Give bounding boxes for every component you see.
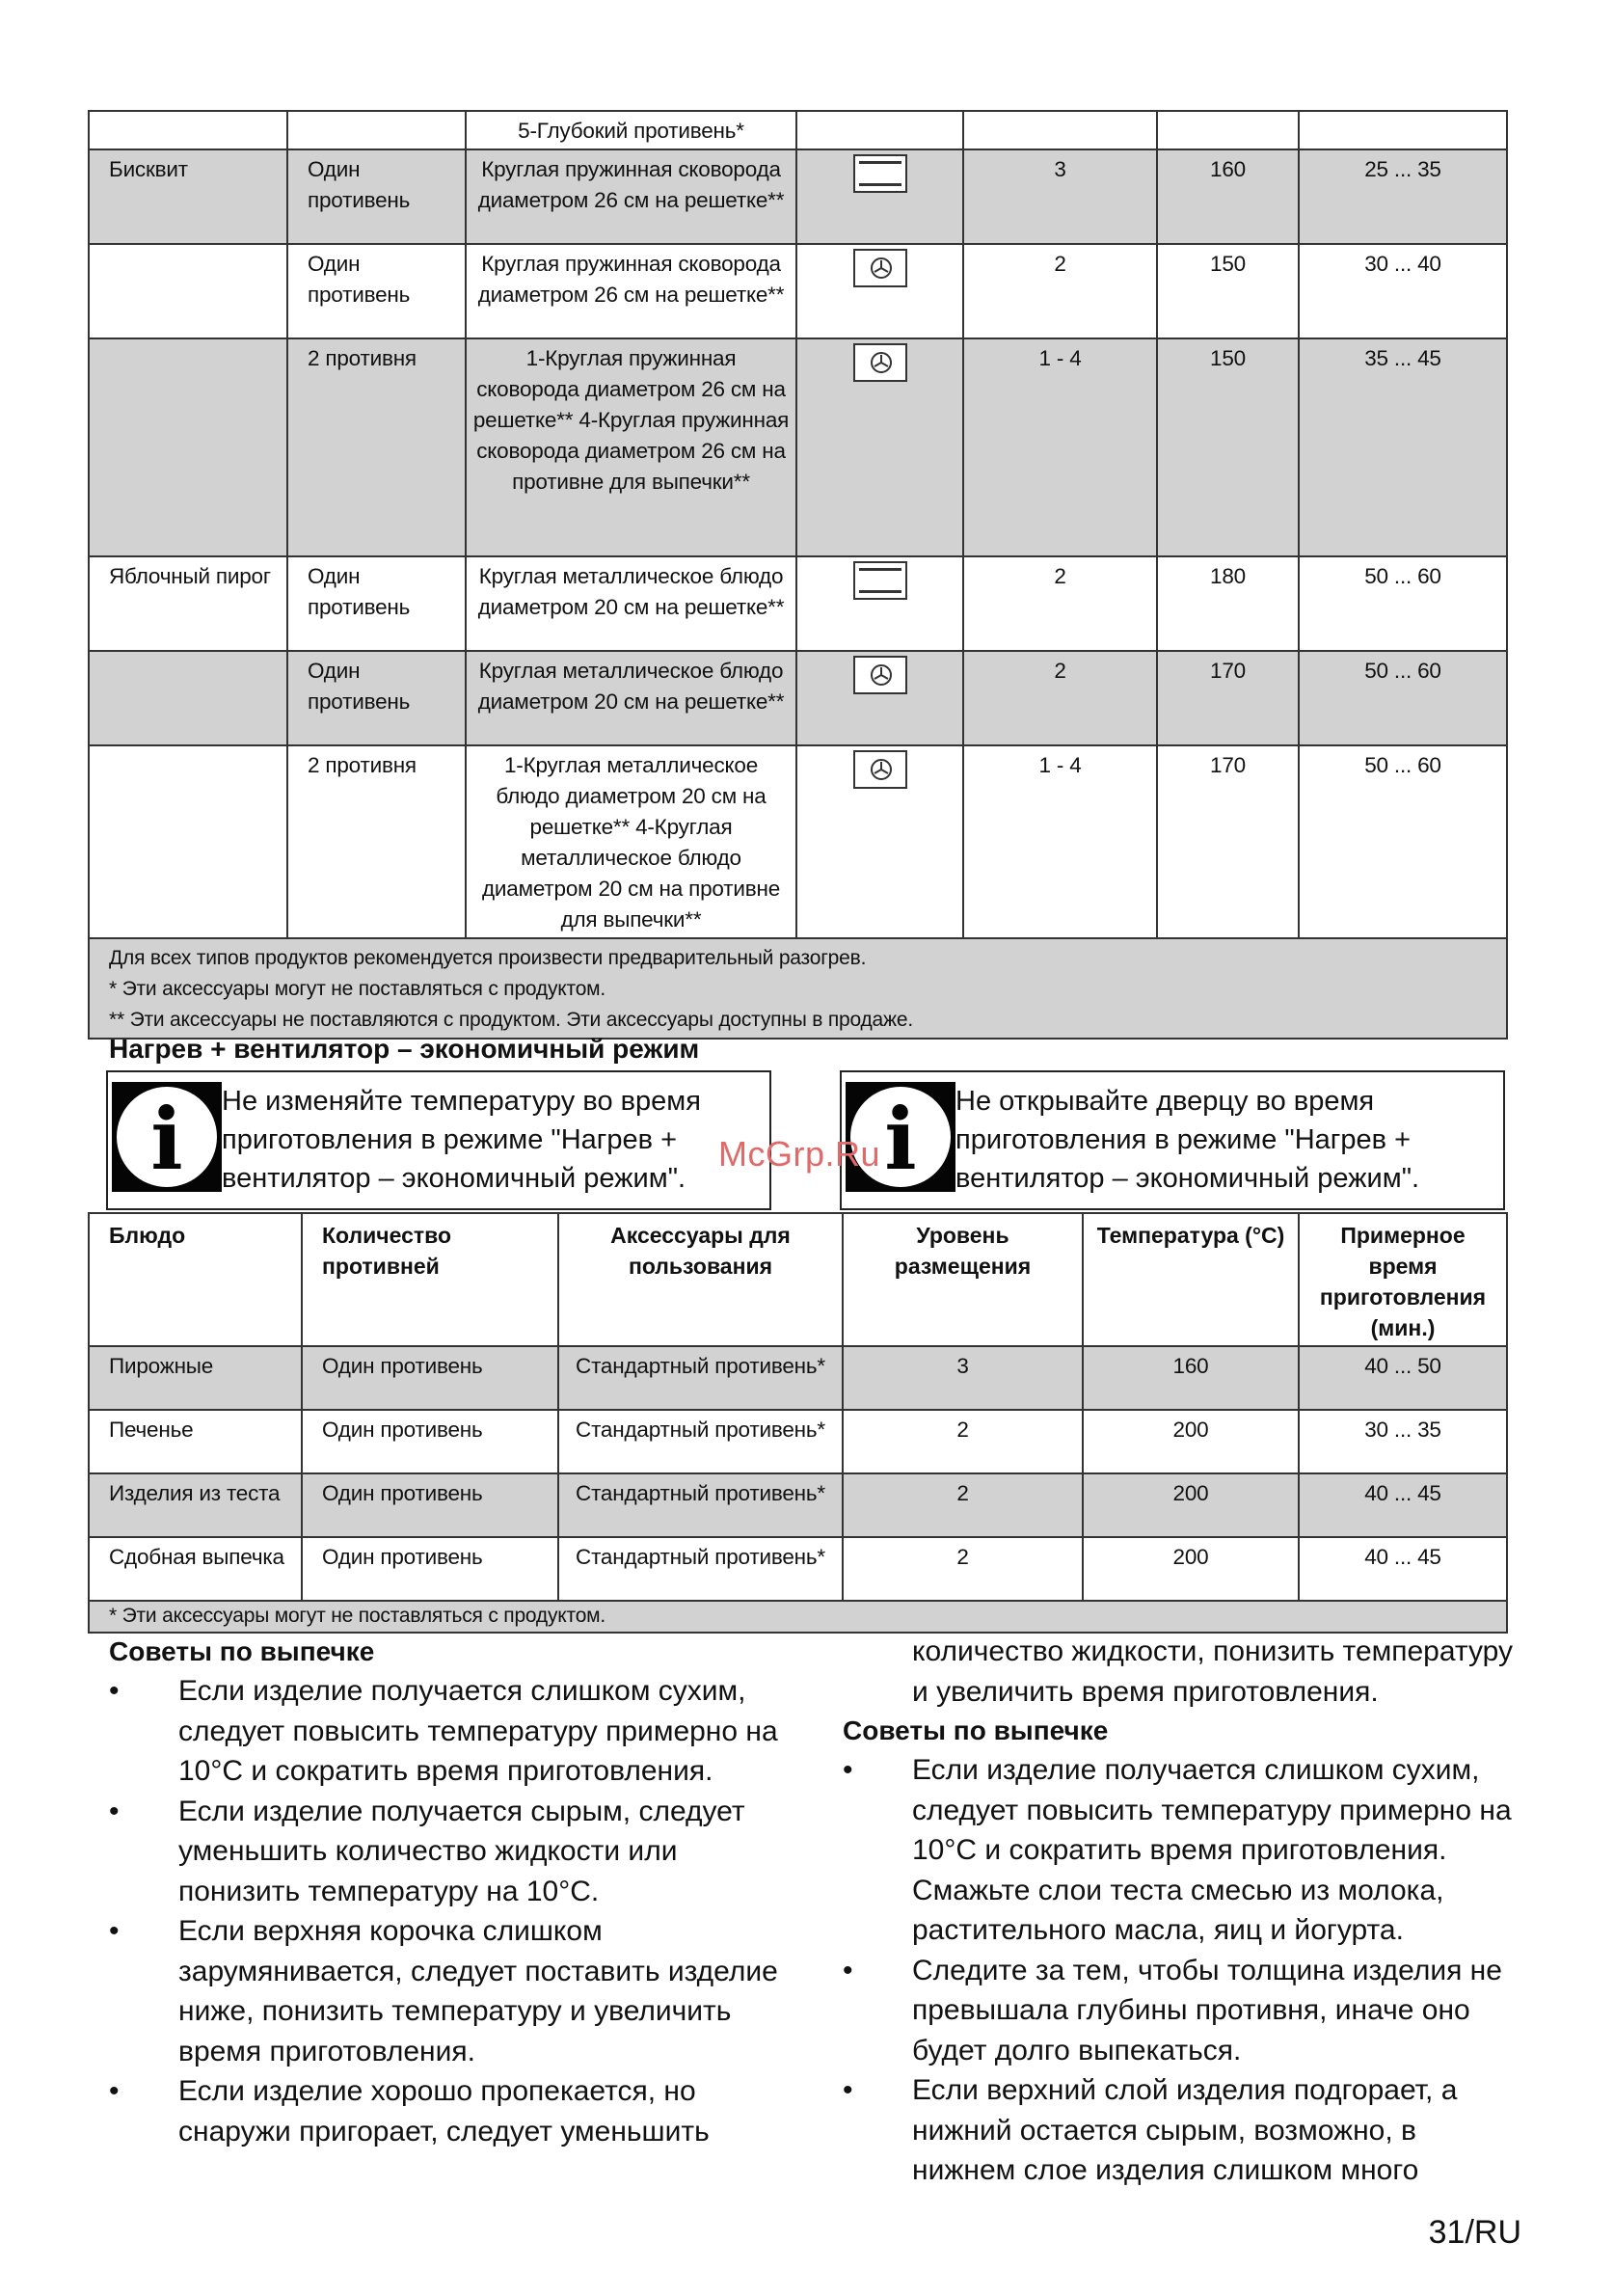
- accessory-cell: Круглая металлическое блюдо диаметром 20 см на решетке**: [466, 651, 796, 745]
- tip-item: • Если изделие получается сырым, следует уменьшить количество жидкости или понизить температуру на 10°C.: [109, 1792, 803, 1912]
- quantity-cell: Один противень: [287, 651, 466, 745]
- level-cell: 2: [963, 556, 1157, 651]
- col-header-time: Примерное время приготовления (мин.): [1299, 1213, 1507, 1346]
- mode-cell: [796, 651, 963, 745]
- tip-item: • Если верхний слой изделия подгорает, а нижний остается сырым, возможно, в нижнем слое изделия слишком много: [843, 2070, 1518, 2191]
- tips-list: [843, 1750, 1518, 2191]
- tips-list: [109, 1671, 803, 2151]
- quantity-cell: 2 противня: [287, 745, 466, 938]
- table-row: [89, 1410, 1507, 1473]
- table-row: [89, 149, 1507, 244]
- note-accessories-optional: * Эти аксессуары могут не поставляться с продуктом.: [109, 978, 606, 1000]
- quantity-cell: Один противень: [302, 1537, 558, 1601]
- level-cell: 2: [843, 1473, 1083, 1537]
- tip-item: • Если изделие хорошо пропекается, но снаружи пригорает, следует уменьшить: [109, 2071, 803, 2151]
- level-cell: 2: [843, 1537, 1083, 1601]
- dish-cell: Изделия из теста: [89, 1473, 302, 1537]
- level-cell: 2: [963, 651, 1157, 745]
- quantity-cell: 2 противня: [287, 338, 466, 556]
- time-cell: 25 ... 35: [1299, 149, 1507, 244]
- info-text: Не изменяйте температуру во время приготовления в режиме "Нагрев + вентилятор – экономичный режим".: [222, 1086, 701, 1194]
- time-cell: 30 ... 40: [1299, 244, 1507, 338]
- tips-title: Советы по выпечке: [109, 1636, 375, 1666]
- table-row: [89, 745, 1507, 938]
- time-cell: 50 ... 60: [1299, 651, 1507, 745]
- conventional-heat-icon: [853, 561, 907, 600]
- time-cell: 35 ... 45: [1299, 338, 1507, 556]
- dish-cell: [89, 745, 287, 938]
- table-notes-row: [89, 938, 1507, 1039]
- fan-heat-icon: [853, 750, 907, 789]
- info-icon: i: [112, 1082, 222, 1192]
- temperature-cell: 160: [1083, 1346, 1299, 1410]
- tips-right: [843, 1632, 1518, 2191]
- tip-item: • Если изделие получается слишком сухим, следует повысить температуру примерно на 10°C и сократить время приготовления.: [109, 1671, 803, 1792]
- temperature-cell: 180: [1157, 556, 1299, 651]
- mode-cell: [796, 244, 963, 338]
- col-header-accessories: Аксессуары для пользования: [558, 1213, 843, 1346]
- quantity-cell: Один противень: [302, 1410, 558, 1473]
- accessory-cell: Круглая пружинная сковорода диаметром 26 см на решетке**: [466, 149, 796, 244]
- time-cell: 30 ... 35: [1299, 1410, 1507, 1473]
- time-cell: 50 ... 60: [1299, 556, 1507, 651]
- dish-cell: Пирожные: [89, 1346, 302, 1410]
- mode-cell: [796, 338, 963, 556]
- quantity-cell: Один противень: [287, 149, 466, 244]
- info-box-door: [840, 1070, 1505, 1210]
- note-preheat: Для всех типов продуктов рекомендуется произвести предварительный разогрев.: [109, 947, 867, 969]
- accessory-cell: Стандартный противень*: [558, 1410, 843, 1473]
- col-header-temperature: Температура (°C): [1083, 1213, 1299, 1346]
- level-cell: 2: [843, 1410, 1083, 1473]
- temperature-cell: 150: [1157, 244, 1299, 338]
- table-row: [89, 556, 1507, 651]
- quantity-cell: Один противень: [287, 556, 466, 651]
- table-row: [89, 1537, 1507, 1601]
- info-text: Не открывайте дверцу во время приготовления в режиме "Нагрев + вентилятор – экономичный режим".: [955, 1086, 1420, 1194]
- mode-cell: [796, 149, 963, 244]
- dish-cell: Бисквит: [89, 149, 287, 244]
- accessory-cell: 1-Круглая металлическое блюдо диаметром 20 см на решетке** 4-Круглая металлическое блюдо диаметром 20 см на противне для выпечки**: [466, 745, 796, 938]
- temperature-cell: 200: [1083, 1473, 1299, 1537]
- level-cell: 3: [963, 149, 1157, 244]
- dish-cell: Яблочный пирог: [89, 556, 287, 651]
- dish-cell: [89, 651, 287, 745]
- time-cell: 50 ... 60: [1299, 745, 1507, 938]
- level-cell: 2: [963, 244, 1157, 338]
- table-header-row: [89, 1213, 1507, 1346]
- accessory-cell: 5-Глубокий противень*: [466, 111, 796, 149]
- level-cell: 1 - 4: [963, 338, 1157, 556]
- accessory-cell: 1-Круглая пружинная сковорода диаметром 26 см на решетке** 4-Круглая пружинная сковорода диаметром 26 см на противне для выпечки**: [466, 338, 796, 556]
- quantity-cell: Один противень: [302, 1346, 558, 1410]
- level-cell: 3: [843, 1346, 1083, 1410]
- temperature-cell: 170: [1157, 745, 1299, 938]
- dish-cell: [89, 244, 287, 338]
- tip-item: • Если верхняя корочка слишком зарумянивается, следует поставить изделие ниже, понизить температуру и увеличить время приготовления.: [109, 1911, 803, 2071]
- col-header-quantity: Количество противней: [302, 1213, 558, 1346]
- fan-heat-icon: [853, 343, 907, 382]
- accessory-cell: Стандартный противень*: [558, 1473, 843, 1537]
- table-note: * Эти аксессуары могут не поставляться с продуктом.: [89, 1601, 1507, 1633]
- quantity-cell: Один противень: [302, 1473, 558, 1537]
- temperature-cell: 200: [1083, 1537, 1299, 1601]
- accessory-cell: Круглая пружинная сковорода диаметром 26 см на решетке**: [466, 244, 796, 338]
- accessory-cell: Стандартный противень*: [558, 1537, 843, 1601]
- tip-item: • Следите за тем, чтобы толщина изделия не превышала глубины противня, иначе оно будет долго выпекаться.: [843, 1951, 1518, 2071]
- table-notes-row: [89, 1601, 1507, 1633]
- time-cell: 40 ... 50: [1299, 1346, 1507, 1410]
- dish-cell: [89, 338, 287, 556]
- level-cell: 1 - 4: [963, 745, 1157, 938]
- fan-heat-icon: [853, 656, 907, 694]
- info-box-temperature: [106, 1070, 771, 1210]
- temperature-cell: 170: [1157, 651, 1299, 745]
- table-row: [89, 651, 1507, 745]
- accessory-cell: Стандартный противень*: [558, 1346, 843, 1410]
- table-row: [89, 338, 1507, 556]
- accessory-cell: Круглая металлическое блюдо диаметром 20 см на решетке**: [466, 556, 796, 651]
- page-number: 31/RU: [1428, 2214, 1521, 2251]
- table-row: [89, 244, 1507, 338]
- dish-cell: Сдобная выпечка: [89, 1537, 302, 1601]
- temperature-cell: 160: [1157, 149, 1299, 244]
- tip-item: • Если изделие получается слишком сухим, следует повысить температуру примерно на 10°C и сократить время приготовления. Смажьте слои теста смесью из молока, растительного масла, яиц и йогурта.: [843, 1750, 1518, 1951]
- table-row: [89, 111, 1507, 149]
- temperature-cell: 150: [1157, 338, 1299, 556]
- fan-heat-icon: [853, 249, 907, 287]
- mode-cell: [796, 745, 963, 938]
- baking-table-continued: [88, 110, 1508, 1040]
- table-notes: [89, 938, 1507, 1039]
- col-header-dish: Блюдо: [89, 1213, 302, 1346]
- tips-continuation: количество жидкости, понизить температуру и увеличить время приготовления.: [912, 1635, 1513, 1708]
- table-row: [89, 1346, 1507, 1410]
- time-cell: 40 ... 45: [1299, 1473, 1507, 1537]
- table-row: [89, 1473, 1507, 1537]
- quantity-cell: Один противень: [287, 244, 466, 338]
- info-icon: i: [846, 1082, 955, 1192]
- watermark: McGrp.Ru: [718, 1134, 881, 1174]
- time-cell: 40 ... 45: [1299, 1537, 1507, 1601]
- tips-left: [109, 1633, 803, 2151]
- eco-fan-table: [88, 1212, 1508, 1634]
- temperature-cell: 200: [1083, 1410, 1299, 1473]
- conventional-heat-icon: [853, 154, 907, 193]
- dish-cell: Печенье: [89, 1410, 302, 1473]
- note-accessories-sold-separately: ** Эти аксессуары не поставляются с продуктом. Эти аксессуары доступны в продаже.: [109, 1009, 913, 1031]
- col-header-level: Уровень размещения: [843, 1213, 1083, 1346]
- tips-title: Советы по выпечке: [843, 1715, 1109, 1745]
- mode-cell: [796, 556, 963, 651]
- section-title: Нагрев + вентилятор – экономичный режим: [109, 1034, 700, 1064]
